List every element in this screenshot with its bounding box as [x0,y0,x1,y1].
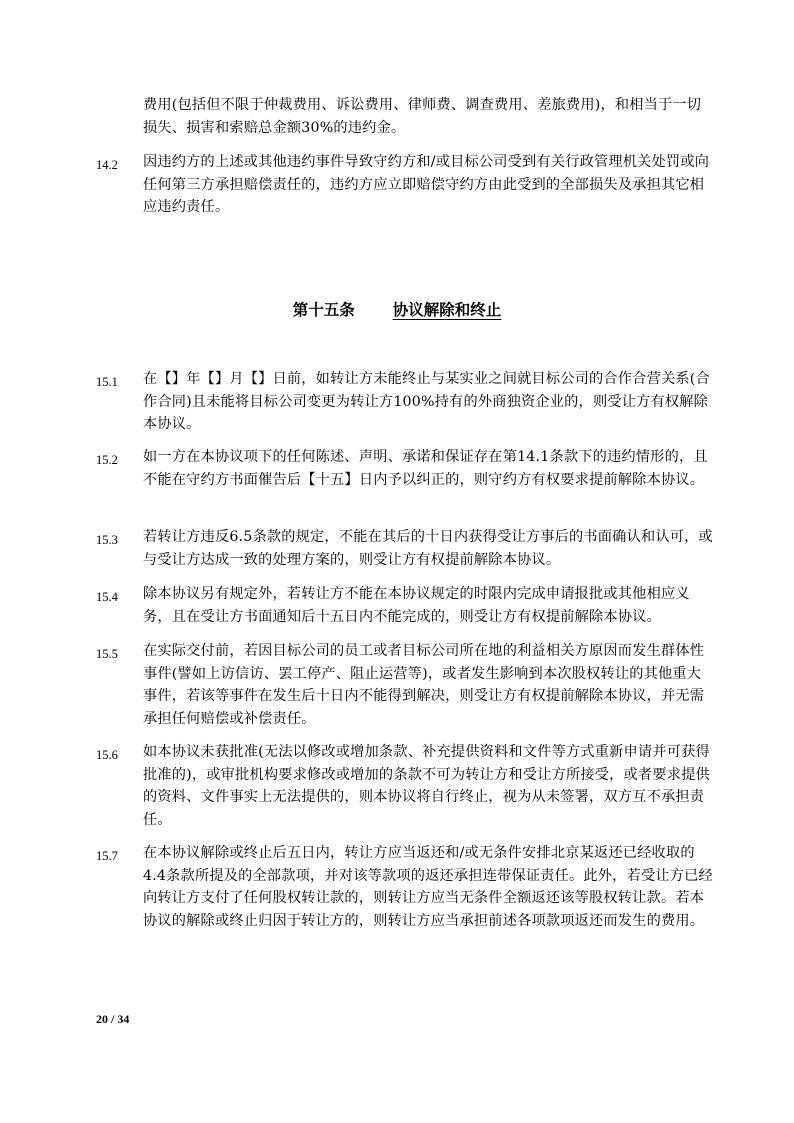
clause-number: 15.7 [96,849,118,863]
clause-number: 15.2 [96,453,118,467]
intro-paragraph: 费用(包括但不限于仲裁费用、诉讼费用、律师费、调查费用、差旅费用)，和相当于一切损失、损害和索赔总金额30%的违约金。 [143,97,702,136]
clause-text: 除本协议另有规定外，若转让方不能在本协议规定的时限内完成申请报批或其他相应义务，且在受让方书面通知后十五日内不能完成的，则受让方有权提前解除本协议。 [143,586,690,625]
page-number: 20 / 34 [96,1012,130,1026]
clause-number: 15.1 [96,375,118,389]
clause-number: 15.6 [96,748,118,762]
clause-text: 若转让方违反6.5条款的规定，不能在其后的十日内获得受让方事后的书面确认和认可，或与受让方达成一致的处理方案的，则受让方有权提前解除本协议。 [143,529,713,568]
clause-text: 如一方在本协议项下的任何陈述、声明、承诺和保证存在第14.1条款下的违约情形的，且不能在守约方书面催告后【十五】日内予以纠正的，则守约方有权要求提前解除本协议。 [143,449,708,488]
clause-number: 15.5 [96,647,118,661]
clause-text: 在【】年【】月【】日前，如转让方未能终止与某实业之间就目标公司的合作合营关系(合作合同)且未能将目标公司变更为转让方100%持有的外商独资企业的，则受让方有权解除本协议。 [143,371,710,432]
clause-text: 在实际交付前，若因目标公司的员工或者目标公司所在地的利益相关方原因而发生群体性事件(譬如上访信访、罢工停产、阻止运营等)，或者发生影响到本次股权转让的其他重大事件，若该等事件在发生后十日内不能得到解决，则受让方有权提前解除本协议，并无需承担任何赔偿或补偿责任。 [143,643,705,727]
article-title: 协议解除和终止 [392,300,502,319]
article-heading [0,298,794,320]
clause-text: 在本协议解除或终止后五日内，转让方应当返还和/或无条件安排北京某返还已经收取的4.4条款所提及的全部款项，并对该等款项的返还承担连带保证责任。此外，若受让方已经向转让方支付了任何股权转让款的，则转让方应当无条件全额返还该等股权转让款。若本协议的解除或终止归因于转让方的，则转让方应当承担前述各项款项返还而发生的费用。 [143,845,713,929]
clause-text: 如本协议未获批准(无法以修改或增加条款、补充提供资料和文件等方式重新申请并可获得批准的)，或审批机构要求修改或增加的条款不可为转让方和受让方所接受，或者要求提供的资料、文件事实上无法提供的，则本协议将自行终止，视为从未签署，双方互不承担责任。 [143,744,710,828]
clause-number: 15.4 [96,590,118,604]
clause-number: 14.2 [96,158,118,172]
article-number: 第十五条 [292,300,355,319]
clause-number: 15.3 [96,533,118,547]
clause-text: 因违约方的上述或其他违约事件导致守约方和/或目标公司受到有关行政管理机关处罚或向任何第三方承担赔偿责任的，违约方应立即赔偿守约方由此受到的全部损失及承担其它相应违约责任。 [143,154,710,215]
